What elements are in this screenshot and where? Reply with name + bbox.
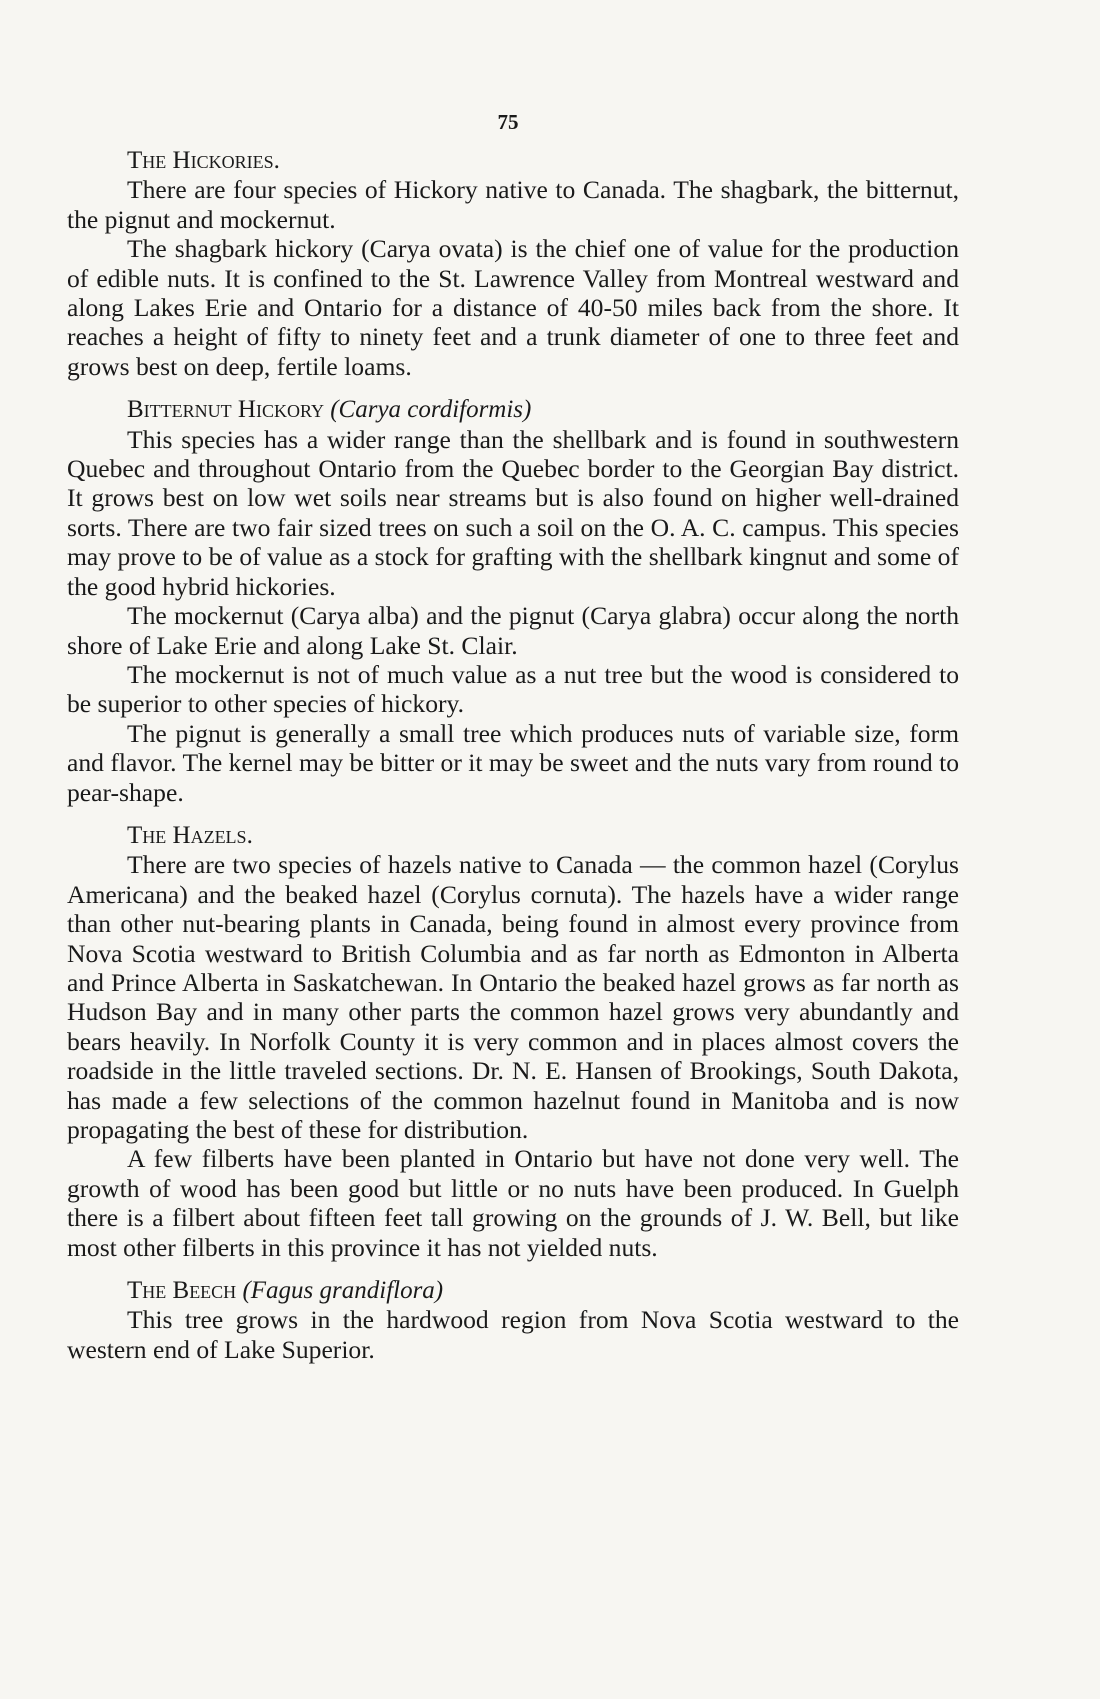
heading-bitternut-latin: (Carya cordiformis): [330, 396, 532, 424]
heading-hickories: The Hickories.: [127, 147, 280, 174]
paragraph-hickories-1: There are four species of Hickory native to Canada. The shagbark, the bitternut, the pignut and mockernut.: [67, 175, 959, 234]
paragraph-bitternut-2: The mockernut (Carya alba) and the pignut (Carya glabra) occur along the north shore of Lake Erie and along Lake St. Clair.: [67, 601, 959, 660]
paragraph-bitternut-4: The pignut is generally a small tree which produces nuts of variable size, form and flavor. The kernel may be bitter or it may be sweet and the nuts vary from round to pear-shape.: [67, 718, 959, 807]
heading-hazels: The Hazels.: [127, 821, 253, 849]
paragraph-hazels-2: A few filberts have been planted in Ontario but have not done very well. The growth of wood has been good but little or no nuts have been produced. In Guelph there is a filbert about fifteen feet tall growing on the grounds of J. W. Bell, but like most other filberts in this province it has not yielded nuts.: [67, 1144, 959, 1262]
paragraph-beech-1: This tree grows in the hardwood region from Nova Scotia westward to the western end of Lake Superior.: [67, 1305, 959, 1364]
paragraph-bitternut-3: The mockernut is not of much value as a nut tree but the wood is considered to be superior to other species of hickory.: [67, 659, 959, 719]
page-content: [67, 146, 959, 1364]
heading-beech-title: The Beech: [127, 1277, 237, 1305]
heading-beech-latin: (Fagus grandiflora): [242, 1277, 444, 1305]
heading-bitternut: [67, 395, 959, 424]
heading-bitternut-title: Bitternut Hickory: [127, 396, 324, 424]
paragraph-hazels-1: There are two species of hazels native to Canada — the common hazel (Corylus Americana) and the beaked hazel (Corylus cornuta). The hazels have a wider range than other nut-bearing plants in Canada, being found in almost every province from Nova Scotia westward to British Columbia and as far north as Edmonton in Alberta and Prince Alberta in Saskatchewan. In Ontario the beaked hazel grows as far north as Hudson Bay and in many other parts the common hazel grows very abundantly and bears heavily. In Norfolk County it is very common and in places almost covers the roadside in the little traveled sections. Dr. N. E. Hansen of Brookings, South Dakota, has made a few selections of the common hazelnut found in Manitoba and is now propagating the best of these for distribution.: [67, 850, 959, 1144]
paragraph-hickories-2: The shagbark hickory (Carya ovata) is the chief one of value for the production of edible nuts. It is confined to the St. Lawrence Valley from Montreal westward and along Lakes Erie and Ontario for a distance of 40-50 miles back from the shore. It reaches a height of fifty to ninety feet and a trunk diameter of one to three feet and grows best on deep, fertile loams.: [67, 234, 959, 381]
page-number: 75: [497, 110, 519, 134]
paragraph-bitternut-1: This species has a wider range than the shellbark and is found in southwestern Quebec and throughout Ontario from the Quebec border to the Georgian Bay district. It grows best on low wet soils near streams but is also found on higher well-drained sorts. There are two fair sized trees on such a soil on the O. A. C. campus. This species may prove to be of value as a stock for grafting with the shellbark kingnut and some of the good hybrid hickories.: [67, 424, 959, 601]
heading-beech: [67, 1276, 959, 1305]
